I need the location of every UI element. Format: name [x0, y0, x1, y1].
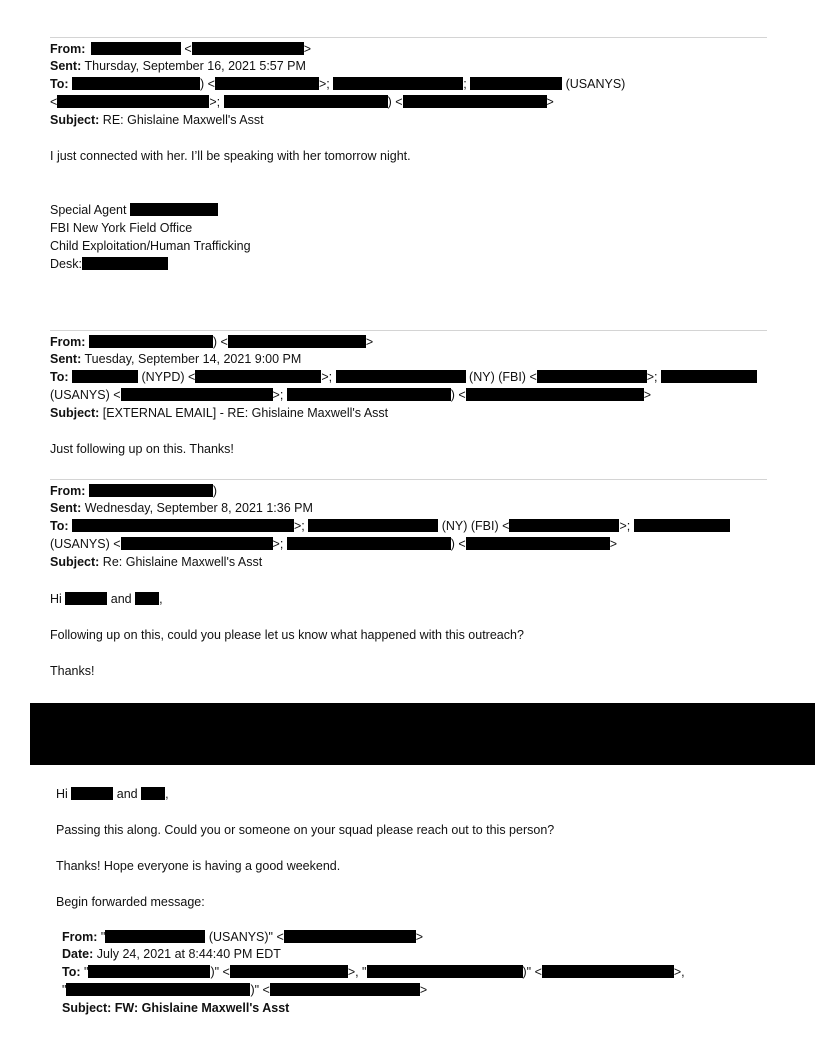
redaction — [72, 77, 200, 90]
redaction — [228, 335, 366, 348]
redaction — [336, 370, 466, 383]
redaction — [270, 983, 420, 996]
from-label: From: — [50, 335, 86, 349]
redaction — [89, 335, 213, 348]
sent-label: Sent: — [50, 59, 82, 73]
from-label: From: — [62, 930, 98, 944]
redaction — [308, 519, 438, 532]
redaction — [466, 537, 610, 550]
sent-label: Sent: — [50, 352, 82, 366]
email3-subject-line — [50, 554, 262, 571]
redaction-block — [30, 703, 815, 765]
greeting-hi: Hi — [56, 787, 68, 801]
redaction — [130, 203, 218, 216]
redaction — [634, 519, 730, 532]
divider — [50, 479, 767, 480]
redaction — [121, 388, 273, 401]
fwd-date-line — [62, 946, 281, 963]
email2-to-line: To: (NYPD) < >; (NY) (FBI) < >; — [50, 369, 757, 386]
to-label: To: — [50, 519, 69, 533]
from-label: From: — [50, 484, 86, 498]
redaction — [230, 965, 348, 978]
redaction — [287, 388, 451, 401]
redaction — [537, 370, 647, 383]
subject-label: Subject: — [62, 1001, 112, 1015]
redaction — [66, 983, 250, 996]
redaction — [135, 592, 159, 605]
to-label: To: — [50, 370, 69, 384]
redaction — [224, 95, 388, 108]
email1-body: I just connected with her. I’ll be speaking with her tomorrow night. — [50, 149, 411, 163]
signature-office: FBI New York Field Office — [50, 221, 193, 235]
greeting-and: and — [116, 787, 138, 801]
redaction — [215, 77, 319, 90]
email3-sent-line — [50, 500, 313, 517]
fwd-subject-line — [62, 1000, 289, 1017]
to-label: To: — [50, 77, 69, 91]
email2-subject-line — [50, 405, 388, 422]
fwd-to-line: To: " )" < >, " )" < >, — [62, 965, 685, 979]
sent-value: Tuesday, September 14, 2021 9:00 PM — [84, 352, 302, 366]
redaction — [88, 965, 210, 978]
redaction — [65, 592, 107, 605]
redaction — [57, 95, 209, 108]
email4-greeting: Hi and , — [56, 787, 169, 801]
redaction — [72, 370, 138, 383]
date-label: Date: — [62, 947, 94, 961]
email2-sent-line — [50, 351, 301, 368]
subject-value: Re: Ghislaine Maxwell's Asst — [102, 555, 263, 569]
fwd-from-affil: (USANYS)" — [208, 930, 273, 944]
email1-to-line-2: < >; ) < > — [50, 95, 554, 109]
greeting-and: and — [110, 592, 132, 606]
sent-label: Sent: — [50, 501, 82, 515]
redaction — [82, 257, 168, 270]
redaction — [470, 77, 562, 90]
redaction — [72, 519, 294, 532]
redaction — [89, 484, 213, 497]
to-label: To: — [62, 965, 81, 979]
signature-desk — [50, 256, 168, 273]
email3-closing: Thanks! — [50, 664, 95, 678]
divider — [50, 37, 767, 38]
redaction — [121, 537, 273, 550]
email3-body: Following up on this, could you please let us know what happened with this outreach? — [50, 628, 524, 642]
email3-to-line-2: (USANYS) < >; ) < > — [50, 537, 618, 551]
redaction — [466, 388, 644, 401]
redaction — [509, 519, 619, 532]
redaction — [91, 42, 181, 55]
redaction — [661, 370, 757, 383]
redaction — [71, 787, 113, 800]
subject-value: RE: Ghislaine Maxwell's Asst — [102, 113, 264, 127]
signature-line — [50, 202, 218, 219]
email1-from-line: From: < > — [50, 42, 311, 56]
email2-from-line: From: ) < > — [50, 335, 374, 349]
redaction — [542, 965, 674, 978]
fwd-to-line-2: " )" < > — [62, 983, 428, 997]
signature-desk-label: Desk: — [50, 257, 82, 271]
fwd-from-line: From: " (USANYS)" < > — [62, 930, 424, 944]
email1-to-line: To: ) < >; ; (USANYS) — [50, 77, 626, 91]
divider — [50, 330, 767, 331]
email3-greeting: Hi and , — [50, 592, 163, 606]
redaction — [105, 930, 205, 943]
redaction — [333, 77, 463, 90]
email4-body-1: Passing this along. Could you or someone on your squad please reach out to this person? — [56, 823, 555, 837]
sent-value: Wednesday, September 8, 2021 1:36 PM — [84, 501, 313, 515]
redaction — [195, 370, 321, 383]
subject-value: [EXTERNAL EMAIL] - RE: Ghislaine Maxwell's Asst — [102, 406, 389, 420]
redaction — [141, 787, 165, 800]
email4-body-3: Begin forwarded message: — [56, 895, 205, 909]
sent-value: Thursday, September 16, 2021 5:57 PM — [84, 59, 306, 73]
date-value: July 24, 2021 at 8:44:40 PM EDT — [96, 947, 281, 961]
email2-to-line-2: (USANYS) < >; ) < > — [50, 388, 652, 402]
redaction — [367, 965, 523, 978]
signature-title: Special Agent — [50, 203, 127, 217]
greeting-hi: Hi — [50, 592, 62, 606]
signature-unit: Child Exploitation/Human Trafficking — [50, 239, 251, 253]
redaction — [284, 930, 416, 943]
subject-label: Subject: — [50, 113, 100, 127]
email3-to-line: To: >; (NY) (FBI) < >; — [50, 518, 730, 535]
email3-from-line: From: ) — [50, 484, 218, 498]
email4-body-2: Thanks! Hope everyone is having a good weekend. — [56, 859, 341, 873]
redaction — [192, 42, 304, 55]
email1-subject-line — [50, 112, 264, 129]
subject-label: Subject: — [50, 406, 100, 420]
redaction — [403, 95, 547, 108]
from-label: From: — [50, 42, 86, 56]
subject-label: Subject: — [50, 555, 100, 569]
subject-value: FW: Ghislaine Maxwell's Asst — [114, 1001, 290, 1015]
email2-body: Just following up on this. Thanks! — [50, 442, 234, 456]
redaction — [287, 537, 451, 550]
email1-sent-line — [50, 58, 306, 75]
